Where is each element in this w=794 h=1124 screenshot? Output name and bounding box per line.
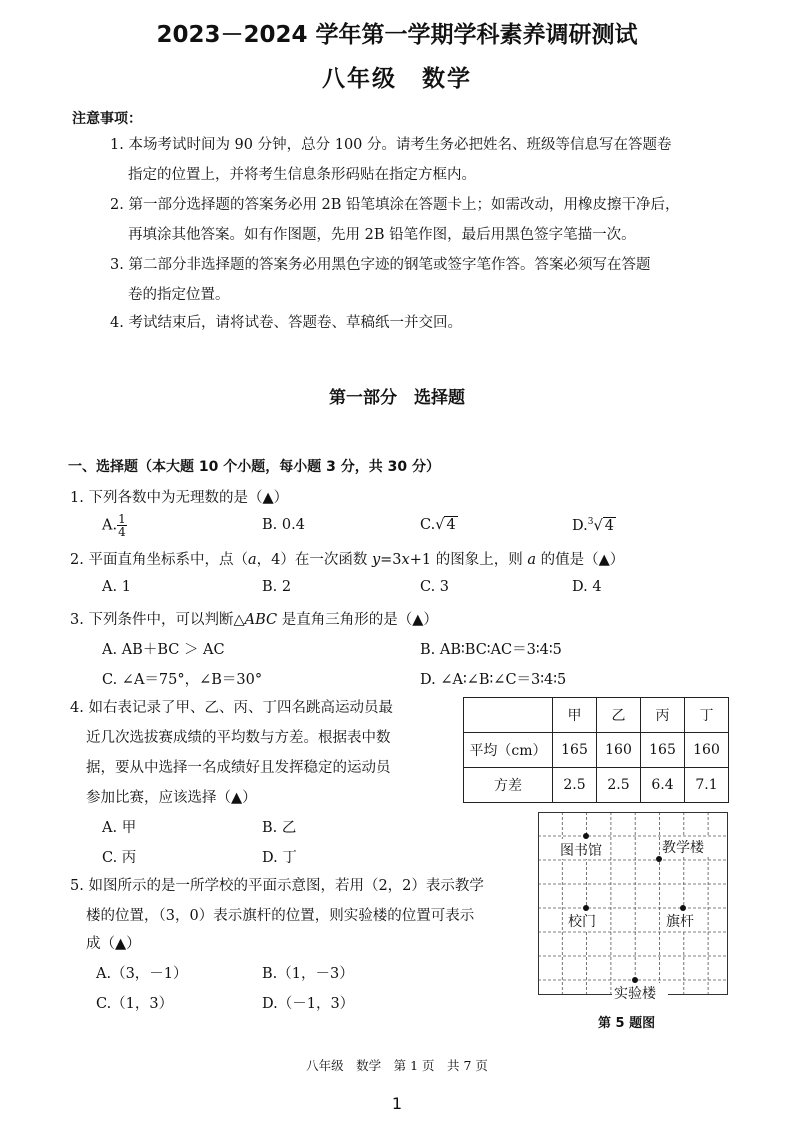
q5-option-a: A.（3，－1） (96, 966, 188, 982)
flagpole-label: 旗杆 (666, 914, 694, 930)
q2-var-a: a (247, 552, 257, 568)
q2-var-x: x (401, 552, 410, 568)
section-title: 第一部分 选择题 (329, 388, 465, 408)
lab-building-label: 实验楼 (614, 986, 656, 1002)
q3-stem (70, 608, 438, 629)
q1-stem: 1. 下列各数中为无理数的是（▲） (70, 490, 289, 506)
library-point (583, 833, 589, 839)
q4-stem-line-1: 4. 如右表记录了甲、乙、丙、丁四名跳高运动员最 (70, 700, 393, 716)
q4-stem-line-3: 据，要从中选择一名成绩好且发挥稳定的运动员 (86, 760, 391, 776)
notice-heading: 注意事项： (72, 111, 142, 127)
q5-stem-line-1: 5. 如图所示的是一所学校的平面示意图，若用（2，2）表示教学 (70, 878, 484, 894)
q1-option-a-label: A. (102, 517, 118, 534)
table-header-cell: 乙 (597, 698, 641, 733)
library-label: 图书馆 (560, 843, 602, 859)
q2-option-c: C. 3 (420, 579, 450, 595)
q2-stem-eq: =3 (380, 552, 402, 568)
table-row (464, 768, 729, 803)
q1-option-a (102, 513, 127, 538)
table-cell: 165 (641, 733, 685, 768)
q1-option-d-index: 3 (587, 517, 594, 527)
q3-option-d: D. ∠A∶∠B∶∠C＝3∶4∶5 (420, 672, 567, 688)
table-header-row (464, 698, 729, 733)
q1-option-b: B. 0.4 (262, 517, 305, 533)
exam-title: 2023－2024 学年第一学期学科素养调研测试 (156, 22, 638, 48)
q3-stem-post: 是直角三角形的是（▲） (277, 612, 438, 628)
q4-option-d: D. 丁 (262, 850, 297, 866)
q2-var-a2: a (527, 552, 536, 568)
q3-option-b: B. AB∶BC∶AC＝3∶4∶5 (420, 642, 562, 658)
q5-school-map (538, 812, 732, 1008)
table-header-cell: 甲 (553, 698, 597, 733)
table-header-cell: 丙 (641, 698, 685, 733)
q2-stem-end: 的值是（▲） (535, 552, 625, 568)
table-header-cell (464, 698, 553, 733)
q3-option-c: C. ∠A＝75°，∠B＝30° (102, 672, 263, 688)
notice-item-2-line-2: 再填涂其他答案。如有作图题，先用 2B 铅笔作图，最后用黑色签字笔描一次。 (128, 227, 636, 243)
part-header: 一、选择题（本大题 10 个小题，每小题 3 分，共 30 分） (68, 459, 440, 475)
q1-option-c (420, 517, 458, 533)
teaching-building-point (656, 856, 662, 862)
exam-subtitle: 八年级 数学 (322, 66, 472, 92)
q1-option-c-radicand: 4 (446, 517, 456, 533)
table-header-cell: 丁 (685, 698, 729, 733)
q1-fraction-denominator: 4 (118, 525, 126, 539)
q2-stem-mid: ，4）在一次函数 (256, 552, 372, 568)
school-gate-point (583, 905, 589, 911)
notice-item-3-line-2: 卷的指定位置。 (128, 287, 230, 303)
notice-item-2-line-1: 2. 第一部分选择题的答案务必用 2B 铅笔填涂在答题卡上；如需改动，用橡皮擦干净后， (110, 197, 680, 213)
table-cell: 2.5 (597, 768, 641, 803)
table-cell: 165 (553, 733, 597, 768)
q3-option-a: A. AB＋BC ＞ AC (102, 642, 225, 658)
table-cell: 160 (685, 733, 729, 768)
lab-building-point (632, 977, 638, 983)
q2-var-y: y (371, 552, 381, 568)
q1-option-d (572, 517, 616, 534)
q2-option-a: A. 1 (102, 579, 131, 595)
q4-stats-table (463, 697, 729, 803)
flagpole-point (680, 905, 686, 911)
q3-triangle: ABC (244, 612, 278, 628)
notice-item-4: 4. 考试结束后，请将试卷、答题卷、草稿纸一并交回。 (110, 315, 462, 331)
q1-option-c-label: C. (420, 517, 436, 533)
q2-stem-post: +1 的图象上，则 (409, 552, 528, 568)
table-row (464, 733, 729, 768)
q3-stem-pre: 3. 下列条件中，可以判断△ (70, 612, 245, 628)
q5-option-b: B.（1，－3） (262, 966, 354, 982)
notice-item-1-line-2: 指定的位置上，并将考生信息条形码贴在指定方框内。 (128, 167, 476, 183)
table-cell: 160 (597, 733, 641, 768)
q2-stem (70, 548, 624, 569)
q2-option-d: D. 4 (572, 579, 602, 595)
q4-option-b: B. 乙 (262, 820, 297, 836)
table-cell: 方差 (464, 768, 553, 803)
q1-fraction-numerator: 1 (118, 512, 126, 526)
q5-option-d: D.（－1，3） (262, 996, 355, 1012)
table-cell: 2.5 (553, 768, 597, 803)
notice-item-1-line-1: 1. 本场考试时间为 90 分钟，总分 100 分。请考生务必把姓名、班级等信息写在答题卷 (110, 137, 672, 153)
table-cell: 7.1 (685, 768, 729, 803)
q5-stem-line-2: 楼的位置，（3，0）表示旗杆的位置，则实验楼的位置可表示 (86, 908, 475, 924)
q2-option-b: B. 2 (262, 579, 292, 595)
school-gate-label: 校门 (568, 914, 596, 930)
table-cell: 平均（cm） (464, 733, 553, 768)
q1-option-a-fraction (117, 513, 127, 538)
q4-stem-line-2: 近几次选拔赛成绩的平均数与方差。根据表中数 (86, 730, 391, 746)
cube-root-sign-icon: √ (593, 517, 603, 534)
table-cell: 6.4 (641, 768, 685, 803)
sqrt-sign-icon: √ (435, 517, 445, 533)
q4-option-c: C. 丙 (102, 850, 137, 866)
notice-item-3-line-1: 3. 第二部分非选择题的答案务必用黑色字迹的钢笔或签字笔作答。答案必须写在答题 (110, 257, 651, 273)
q5-option-c: C.（1，3） (96, 996, 174, 1012)
teaching-building-label: 教学楼 (662, 840, 704, 856)
q4-stem-line-4: 参加比赛，应该选择（▲） (86, 790, 257, 806)
q2-stem-pre: 2. 平面直角坐标系中，点（ (70, 552, 248, 568)
q1-option-d-radicand: 4 (604, 517, 614, 534)
figure-caption: 第 5 题图 (598, 1016, 656, 1031)
page-footer: 八年级 数学 第 1 页 共 7 页 (306, 1058, 488, 1073)
page-number: 1 (391, 1094, 403, 1113)
q5-stem-line-3: 成（▲） (86, 936, 141, 952)
q4-option-a: A. 甲 (102, 820, 137, 836)
q1-option-d-label: D. (572, 517, 588, 534)
